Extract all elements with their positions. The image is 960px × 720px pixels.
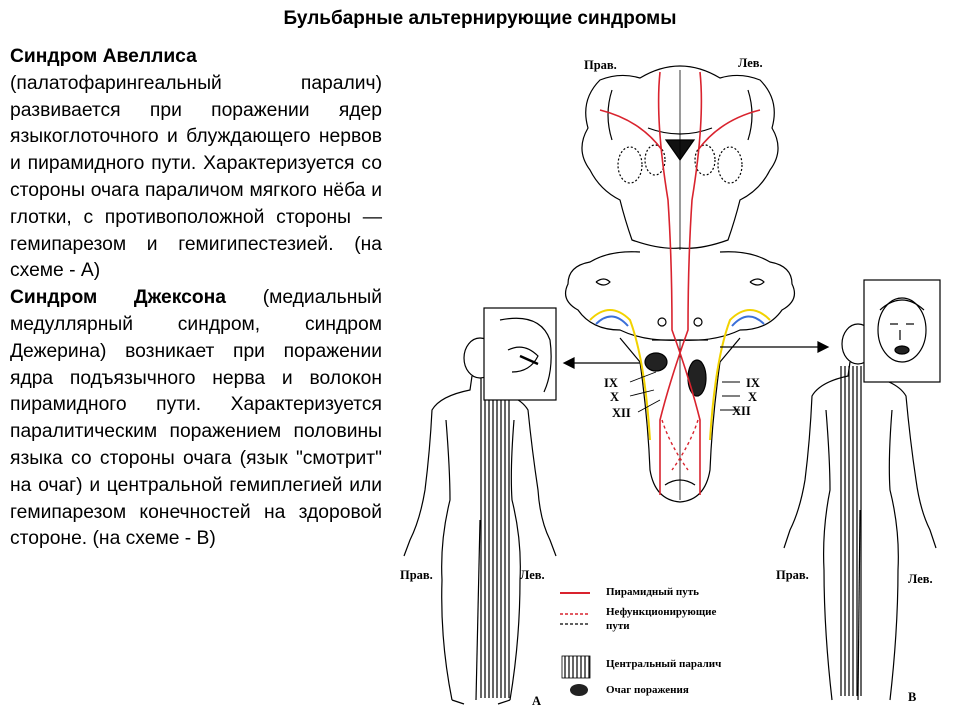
nerve-right-xii: XII bbox=[732, 404, 751, 418]
legend-nonfunctional-2: пути bbox=[606, 620, 630, 632]
nerve-left-x: X bbox=[610, 390, 620, 404]
figure-a-right-label: Прав. bbox=[400, 568, 433, 582]
legend-nonfunctional-1: Нефункционирующие bbox=[606, 606, 717, 618]
nerve-right-ix: IX bbox=[746, 376, 760, 390]
figure-a-letter: А bbox=[532, 694, 542, 708]
jackson-text: (медиальный медуллярный синдром, синдром Дежерина) возникает при поражении ядра подъязычного нерва и волокон пирамидного пути. Характеризуется паралитическим поражением половины языка со стороны очага (язык "смотрит" на очаг) и центральной гемиплегией или гемипарезом конечностей на здоровой стороне. (на схеме - В) bbox=[10, 287, 382, 550]
jackson-heading: Синдром Джексона bbox=[10, 287, 227, 309]
brain-left-label: Лев. bbox=[738, 56, 763, 70]
figure-a-paralysis-stripes bbox=[478, 378, 512, 698]
nerve-right-x: X bbox=[748, 390, 758, 404]
page-title: Бульбарные альтернирующие синдромы bbox=[283, 8, 677, 29]
nerve-left-xii: XII bbox=[612, 406, 631, 420]
figure-b-face-inset bbox=[864, 280, 940, 382]
figure-b-letter: В bbox=[908, 690, 917, 704]
figure-b-right-label: Прав. bbox=[776, 568, 809, 582]
figure-b-paralysis-stripes bbox=[840, 366, 862, 696]
legend-pyramidal: Пирамидный путь bbox=[606, 586, 699, 598]
brain-right-label: Прав. bbox=[584, 58, 617, 72]
legend-central-paralysis: Центральный паралич bbox=[606, 658, 722, 670]
brainstem-illustration bbox=[566, 66, 795, 502]
figure-b-left-label: Лев. bbox=[908, 572, 933, 586]
figure-a-left-label: Лев. bbox=[520, 568, 545, 582]
avellis-text: (палатофарингеальный паралич) развивается при поражении ядер языкоглоточного и блуждающего нервов и пирамидного пути. Характеризуется со стороны очага параличом мягкого нёба и глотки, с противоположной стороны — гемипарезом и гемигипестезией. (на схеме - А) bbox=[10, 72, 382, 282]
legend-markers bbox=[560, 593, 590, 696]
nerve-left-ix: IX bbox=[604, 376, 618, 390]
figure-a-inset bbox=[484, 308, 556, 400]
avellis-heading: Синдром Авеллиса bbox=[10, 46, 197, 67]
legend-lesion-focus: Очаг поражения bbox=[606, 684, 689, 696]
